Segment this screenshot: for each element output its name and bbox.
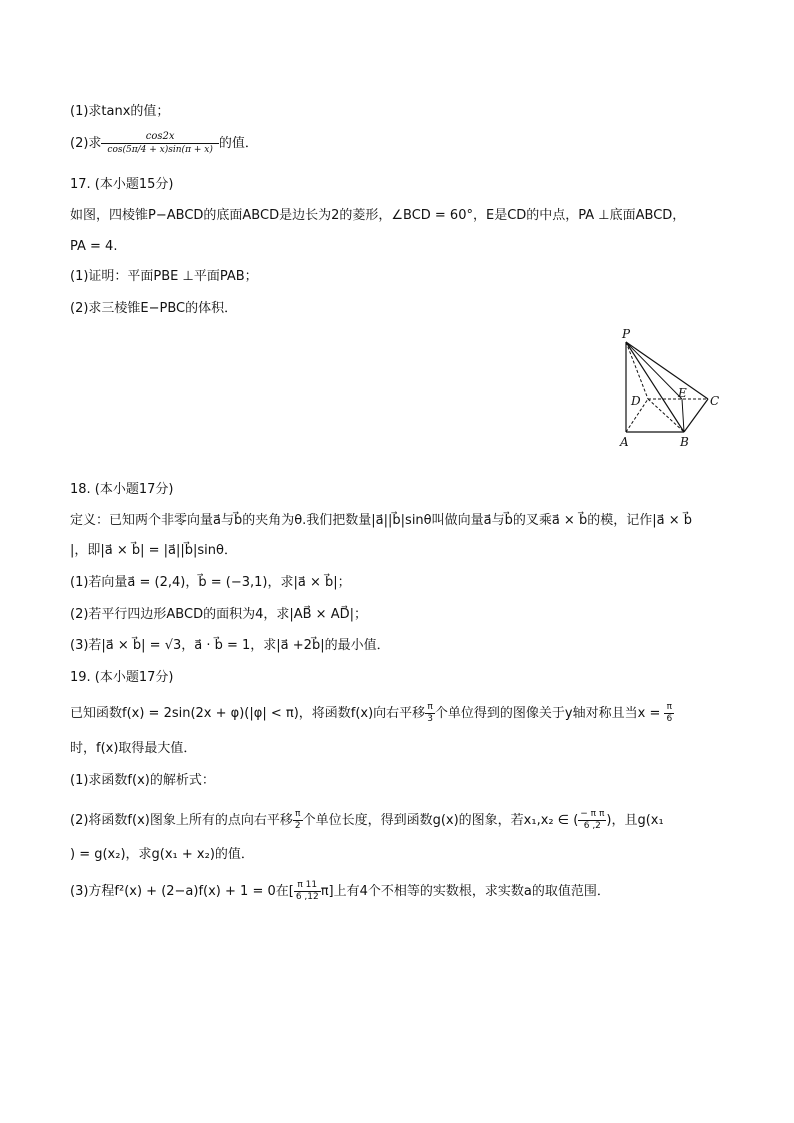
q18-definition-line1: 定义：已知两个非零向量a⃗与b⃗的夹角为θ.我们把数量|a⃗||b⃗|sinθ叫做向量a⃗与b⃗的叉乘a⃗ × b⃗的模，记作|a⃗ × b⃗	[70, 513, 692, 528]
q18-part3: (3)若|a⃗ × b⃗| = √3，a⃗ · b⃗ = 1，求|a⃗ +2b⃗|的最小值．	[70, 638, 390, 653]
q19-part3-text-b: π]上有4个不相等的实数根，求实数a的取值范围．	[320, 884, 610, 899]
q19-part2-interval-den: 6 ,2	[583, 821, 601, 831]
label-E: E	[678, 386, 687, 400]
q19-part2-shift-num: π	[293, 809, 303, 821]
q19-stem-text-a: 已知函数f(x) = 2sin(2x + φ)(|φ| < π)，将函数f(x)向右平移	[70, 706, 426, 721]
label-B: B	[680, 435, 689, 449]
q16-part2-prefix: (2)求	[70, 136, 102, 151]
q17-part1: (1)证明：平面PBE ⊥平面PAB；	[70, 269, 258, 284]
edge-PC	[626, 342, 708, 399]
q16-fraction-numerator: cos2x	[101, 130, 218, 144]
q16-fraction	[101, 130, 218, 157]
q19-part2-text-a: (2)将函数f(x)图象上所有的点向右平移	[70, 813, 293, 828]
q19-header: 19. (本小题17分)	[70, 670, 174, 685]
q17-part2: (2)求三棱锥E−PBC的体积．	[70, 301, 238, 316]
q18-part2: (2)若平行四边形ABCD的面积为4，求|AB⃗ × AD⃗|；	[70, 607, 367, 622]
q19-part3-text-a: (3)方程f²(x) + (2−a)f(x) + 1 = 0在[	[70, 884, 294, 899]
label-A: A	[620, 435, 629, 449]
q19-part2-line2: ) = g(x₂)，求g(x₁ + x₂)的值．	[70, 847, 254, 862]
q19-part2-shift-fraction	[293, 809, 303, 832]
edge-BE	[682, 399, 684, 432]
q19-stem-line2: 时，f(x)取得最大值．	[70, 741, 197, 756]
q17-stem-line2: PA = 4.	[70, 239, 118, 254]
q19-part3-interval	[294, 880, 321, 903]
q19-part3-interval-num: π 11	[294, 880, 321, 892]
q19-part2-interval-num: − π π	[580, 809, 605, 819]
q19-shift-fraction	[425, 702, 435, 725]
q19-shift-den: 3	[427, 714, 433, 724]
label-D: D	[631, 394, 641, 408]
q19-x-fraction	[664, 702, 674, 725]
q19-part2-interval	[578, 809, 606, 832]
q16-fraction-denominator: cos(5π/4 + x)sin(π + x)	[107, 145, 213, 155]
pyramid-figure	[600, 322, 730, 452]
q18-part1: (1)若向量a⃗ = (2,4)，b⃗ = (−3,1)，求|a⃗ × b⃗|；	[70, 575, 351, 590]
q19-part1: (1)求函数f(x)的解析式：	[70, 773, 215, 788]
q19-shift-num: π	[425, 702, 435, 714]
q19-part2-line1	[70, 809, 664, 832]
q19-part2-shift-den: 2	[294, 821, 301, 831]
label-P: P	[622, 327, 631, 341]
edge-PE	[626, 342, 682, 399]
label-C: C	[710, 394, 720, 408]
q19-part3	[70, 880, 610, 903]
q19-x-num: π	[664, 702, 674, 714]
q19-stem-text-b: 个单位得到的图像关于y轴对称且当x =	[434, 706, 665, 721]
q19-part2-text-c: )，且g(x₁	[606, 813, 664, 828]
q19-x-den: 6	[666, 714, 673, 724]
edge-BC	[684, 399, 708, 432]
q18-header: 18. (本小题17分)	[70, 482, 174, 497]
q16-part2	[70, 130, 258, 157]
q19-part3-interval-den: 6 ,12	[295, 892, 319, 902]
q16-part1: (1)求tanx的值；	[70, 104, 170, 119]
q17-header: 17. (本小题15分)	[70, 177, 174, 192]
q19-part2-text-b: 个单位长度，得到函数g(x)的图象，若x₁,x₂ ∈ (	[302, 813, 579, 828]
q18-definition-line2: |，即|a⃗ × b⃗| = |a⃗||b⃗|sinθ．	[70, 543, 237, 558]
q16-part2-suffix: 的值．	[218, 136, 258, 151]
q17-stem-line1: 如图，四棱锥P−ABCD的底面ABCD是边长为2的菱形，∠BCD = 60°，E是CD的中点，PA ⊥底面ABCD，	[70, 208, 686, 223]
q19-stem-line1	[70, 702, 674, 725]
